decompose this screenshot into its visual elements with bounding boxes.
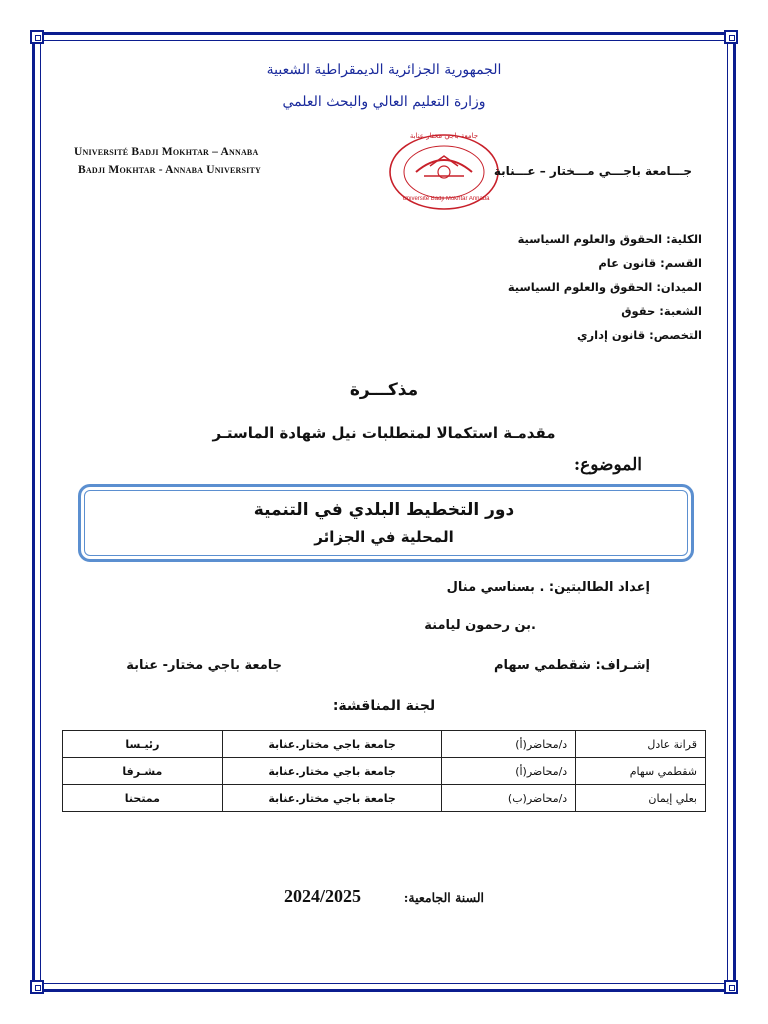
frame-corner-top-right	[724, 30, 738, 44]
logo-text-fr: Université Badji Mokhtar Annaba	[402, 196, 490, 202]
memo-title: مذكـــرة	[349, 380, 419, 400]
supervisor-institution: جامعة باجي مختار- عنابة	[126, 658, 282, 673]
member-role: رئيـسا	[63, 731, 223, 758]
frame-corner-top-left	[30, 30, 44, 44]
member-rank: د/محاضر(أ)	[442, 731, 576, 758]
info-specialty: التخصص: قانون إداري	[576, 328, 702, 342]
info-department: القسم: قانون عام	[598, 256, 702, 270]
frame-corner-bottom-left	[30, 980, 44, 994]
info-faculty: الكلية: الحقوق والعلوم السياسية	[517, 232, 702, 246]
republic-header: الجمهورية الجزائرية الديمقراطية الشعبية	[266, 62, 502, 78]
member-rank: د/محاضر(ب)	[442, 785, 576, 812]
member-name: بعلي إيمان	[576, 785, 706, 812]
info-branch: الشعبة: حقوق	[621, 304, 702, 318]
member-institution: جامعة باجي مختار.عنابة	[222, 731, 442, 758]
subject-line-2: المحلية في الجزائر	[314, 528, 454, 546]
member-institution: جامعة باجي مختار.عنابة	[222, 758, 442, 785]
member-name: شقطمي سهام	[576, 758, 706, 785]
university-name-ar: جـــامعة باجـــي مـــختار – عـــنابة	[493, 164, 692, 178]
member-role: ممتحنا	[63, 785, 223, 812]
academic-year-value: 2024/2025	[284, 886, 362, 906]
committee-table	[62, 730, 706, 812]
students-label: إعداد الطالبتين: . بسناسي منال	[446, 580, 650, 595]
member-rank: د/محاضر(أ)	[442, 758, 576, 785]
memo-subtitle: مقدمـة استكمالا لمتطلبات نيل شهادة الماستـر	[212, 424, 556, 442]
academic-year-label: السنة الجامعية:	[403, 890, 484, 905]
student-second: .بن رحمون ليامنة	[424, 618, 536, 633]
logo-text-ar: جامعة باجي مختار عنابة	[409, 132, 479, 140]
table-row	[63, 731, 706, 758]
university-name-fr-1: Université Badji Mokhtar – Annaba	[74, 146, 259, 158]
ministry-header: وزارة التعليم العالي والبحث العلمي	[282, 94, 486, 110]
subject-box	[78, 484, 694, 562]
university-name-fr-2: Badji Mokhtar - Annaba University	[78, 164, 261, 176]
frame-corner-bottom-right	[724, 980, 738, 994]
info-field: الميدان: الحقوق والعلوم السياسية	[507, 280, 702, 294]
member-role: مشـرفا	[63, 758, 223, 785]
subject-label: الموضوع:	[573, 455, 642, 475]
subject-line-1: دور التخطيط البلدي في التنمية	[253, 500, 515, 520]
table-row	[63, 785, 706, 812]
member-name: قرانة عادل	[576, 731, 706, 758]
committee-title: لجنة المناقشة:	[332, 698, 436, 714]
table-row	[63, 758, 706, 785]
supervisor-label: إشـراف: شقطمي سهام	[493, 658, 650, 673]
member-institution: جامعة باجي مختار.عنابة	[222, 785, 442, 812]
